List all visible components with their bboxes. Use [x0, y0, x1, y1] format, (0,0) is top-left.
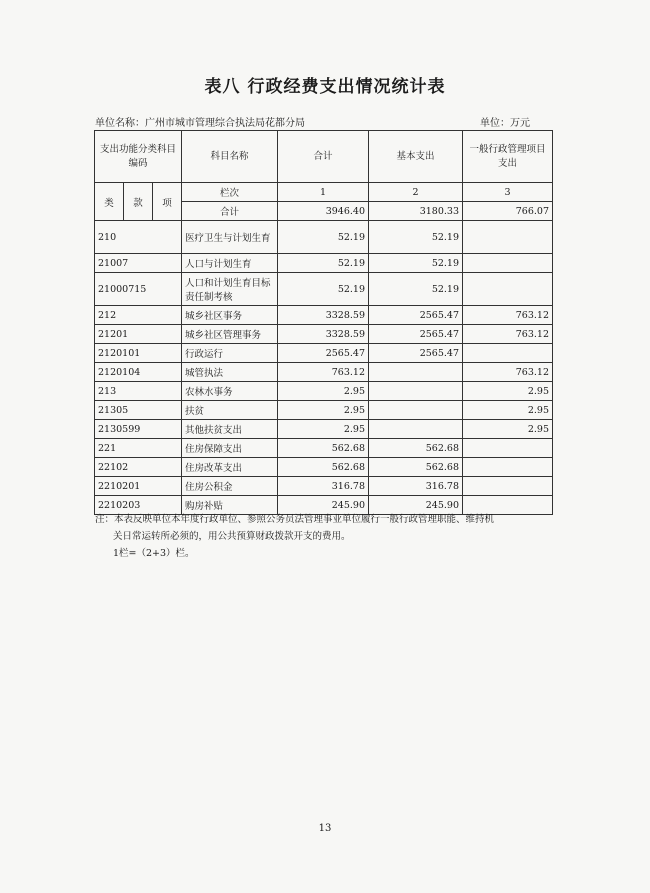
row-name: 医疗卫生与计划生育: [182, 221, 278, 254]
row-admin: [463, 477, 553, 496]
col-number-2: 2: [369, 183, 463, 202]
row-total: 2565.47: [278, 344, 369, 363]
row-basic: 52.19: [369, 273, 463, 306]
row-name: 农林水事务: [182, 382, 278, 401]
row-total: 52.19: [278, 273, 369, 306]
row-basic: [369, 420, 463, 439]
row-total: 316.78: [278, 477, 369, 496]
row-name: 购房补贴: [182, 496, 278, 515]
row-basic: 2565.47: [369, 344, 463, 363]
table-row: [95, 254, 553, 273]
row-code: 210: [95, 221, 182, 254]
total-header: 合计: [278, 131, 369, 183]
row-admin: 2.95: [463, 420, 553, 439]
row-code: 213: [95, 382, 182, 401]
row-admin: [463, 439, 553, 458]
row-admin: [463, 458, 553, 477]
row-name: 住房公积金: [182, 477, 278, 496]
row-admin: 763.12: [463, 306, 553, 325]
table-row: [95, 306, 553, 325]
row-total: 245.90: [278, 496, 369, 515]
row-code: 21305: [95, 401, 182, 420]
row-code: 2210203: [95, 496, 182, 515]
table-row: [95, 477, 553, 496]
table-row: [95, 363, 553, 382]
row-name: 城管执法: [182, 363, 278, 382]
row-code: 21007: [95, 254, 182, 273]
row-name: 人口和计划生育目标责任制考核: [182, 273, 278, 306]
row-name: 住房保障支出: [182, 439, 278, 458]
row-total: 52.19: [278, 221, 369, 254]
total-row-label: 合计: [182, 202, 278, 221]
row-code: 2120101: [95, 344, 182, 363]
row-name: 住房改革支出: [182, 458, 278, 477]
row-admin: 763.12: [463, 363, 553, 382]
row-total: 52.19: [278, 254, 369, 273]
row-total: 2.95: [278, 382, 369, 401]
row-name: 其他扶贫支出: [182, 420, 278, 439]
row-basic: 52.19: [369, 221, 463, 254]
row-name: 人口与计划生育: [182, 254, 278, 273]
row-basic: [369, 401, 463, 420]
row-total: 2.95: [278, 420, 369, 439]
basic-header: 基本支出: [369, 131, 463, 183]
total-row-admin: 766.07: [463, 202, 553, 221]
row-name: 城乡社区事务: [182, 306, 278, 325]
row-basic: 52.19: [369, 254, 463, 273]
row-basic: 562.68: [369, 439, 463, 458]
row-code: 21201: [95, 325, 182, 344]
expenditure-table: [94, 130, 553, 515]
admin-header: 一般行政管理项目支出: [463, 131, 553, 183]
table-row: [95, 401, 553, 420]
table-row: [95, 382, 553, 401]
row-total: 3328.59: [278, 306, 369, 325]
note-line-2: 关日常运转所必须的，用公共预算财政拨款开支的费用。: [113, 531, 351, 542]
row-admin: 763.12: [463, 325, 553, 344]
row-code: 21000715: [95, 273, 182, 306]
note-line-3: 1栏=（2+3）栏。: [113, 548, 195, 559]
lanci-label: 栏次: [182, 183, 278, 202]
name-header: 科目名称: [182, 131, 278, 183]
row-admin: [463, 273, 553, 306]
row-name: 扶贫: [182, 401, 278, 420]
row-total: 3328.59: [278, 325, 369, 344]
row-admin: [463, 344, 553, 363]
table-row: [95, 273, 553, 306]
row-name: 城乡社区管理事务: [182, 325, 278, 344]
row-code: 212: [95, 306, 182, 325]
row-basic: 2565.47: [369, 325, 463, 344]
row-name: 行政运行: [182, 344, 278, 363]
row-code: 2120104: [95, 363, 182, 382]
page-title: 表八 行政经费支出情况统计表: [204, 77, 446, 97]
row-code: 221: [95, 439, 182, 458]
page-number: 13: [318, 823, 332, 834]
unit-name: 单位名称：广州市城市管理综合执法局花都分局: [95, 118, 305, 129]
lei-header: 类: [95, 183, 124, 221]
unit-label: 单位：万元: [480, 118, 530, 129]
row-total: 763.12: [278, 363, 369, 382]
row-basic: 2565.47: [369, 306, 463, 325]
row-basic: 245.90: [369, 496, 463, 515]
note-line-1: 注：本表反映单位本年度行政单位、参照公务员法管理事业单位履行一般行政管理职能、维持机: [95, 514, 495, 525]
notes: [95, 511, 565, 562]
row-admin: 2.95: [463, 401, 553, 420]
table-row: [95, 325, 553, 344]
table-row: [95, 439, 553, 458]
row-basic: [369, 382, 463, 401]
row-total: 562.68: [278, 458, 369, 477]
row-code: 2210201: [95, 477, 182, 496]
row-code: 2130599: [95, 420, 182, 439]
row-admin: [463, 221, 553, 254]
table-row: [95, 344, 553, 363]
row-admin: [463, 254, 553, 273]
row-code: 22102: [95, 458, 182, 477]
col-number-1: 1: [278, 183, 369, 202]
col-number-3: 3: [463, 183, 553, 202]
row-basic: 316.78: [369, 477, 463, 496]
row-admin: 2.95: [463, 382, 553, 401]
table-row: [95, 420, 553, 439]
row-total: 2.95: [278, 401, 369, 420]
code-header: 支出功能分类科目编码: [95, 131, 182, 183]
total-row-basic: 3180.33: [369, 202, 463, 221]
row-basic: [369, 363, 463, 382]
table-row: [95, 221, 553, 254]
row-total: 562.68: [278, 439, 369, 458]
row-basic: 562.68: [369, 458, 463, 477]
total-row-total: 3946.40: [278, 202, 369, 221]
table-row: [95, 458, 553, 477]
xiang-header: 项: [153, 183, 182, 221]
kuan-header: 款: [124, 183, 153, 221]
